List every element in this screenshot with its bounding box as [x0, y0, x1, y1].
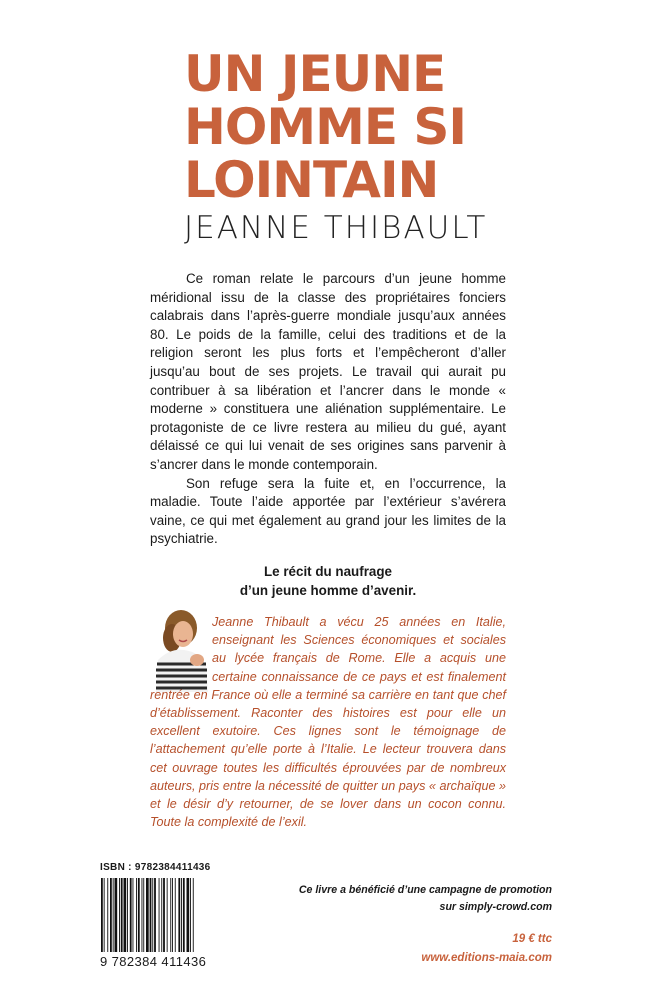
promotion-line-1: Ce livre a bénéficié d’une campagne de promotion [298, 884, 552, 896]
synopsis-paragraph-2: Son refuge sera la fuite et, en l’occurrence, la maladie. Toute l’aide apportée par l’extérieur s’avérera vaine, ce qui met également au grand jour les limites de la psychiatrie. [150, 475, 506, 547]
barcode-bar [115, 878, 118, 952]
barcode-bar [146, 878, 149, 952]
title-line-3: LOINTAIN [184, 151, 439, 209]
barcode-bar [143, 878, 144, 952]
barcode-bar [142, 878, 143, 952]
barcode-number: 9 782384 411436 [100, 954, 207, 969]
barcode-bar [133, 878, 134, 952]
barcode-bar [159, 878, 160, 952]
barcode-bar [161, 878, 162, 952]
synopsis-paragraph-1: Ce roman relate le parcours d’un jeune homme méridional issu de la classe des propriétaires fonciers calabrais dans l’après-guerre mondiale jusqu’aux années 80. Le poids de la famille, celui des traditions et de la religion seront les plus forts et l’empêcheront d’aller jusqu’au bout de ses projets. Le travail qui aurait pu contribuer à sa libération et l’ancrer dans le monde « moderne » constituera une aliénation supplémentaire. Le protagoniste de ce livre restera au milieu du gué, ayant délaissé ce qui lui venait de ses origines sans parvenir à s’ancrer dans le monde contemporain. [150, 271, 506, 472]
barcode-bar [101, 878, 103, 952]
barcode-bar [170, 878, 171, 952]
barcode [100, 878, 218, 952]
author-bio-text: Jeanne Thibault a vécu 25 années en Italie, enseignant les Sciences économiques et sociales au lycée français de Rome. Elle a acquis une certaine connaissance de ce pays et est finalement rentrée en France où elle a terminé sa carrière en tant que chef d’établissement. Raconter des histoires est pour elle un excellent exutoire. Ces lignes sont le témoignage de l’attachement qu’elle porte à l’Italie. Le lecteur trouvera dans cet ouvrage toutes les difficultés éprouvées par de nombreux auteurs, pris entre la nécessité de quitter un pays « archaïque » et le désir d’y retourner, de se lover dans un cocon connu. Toute la complexité de l’exil. [150, 615, 506, 830]
barcode-bar [136, 878, 137, 952]
barcode-bar [163, 878, 165, 952]
author-bio [150, 613, 506, 831]
title-line-1: UN JEUNE [184, 45, 446, 103]
barcode-bar [154, 878, 156, 952]
barcode-bar [172, 878, 173, 952]
tagline [150, 562, 506, 600]
price: 19 € ttc [512, 933, 552, 945]
barcode-bar [152, 878, 153, 952]
author-name: JEANNE THIBAULT [184, 210, 488, 246]
barcode-bar [124, 878, 127, 952]
promotion-line-2: sur simply-crowd.com [439, 901, 552, 913]
title-line-2: HOMME SI [184, 98, 467, 156]
barcode-bar [193, 878, 194, 952]
barcode-bar [127, 878, 128, 952]
promotion-note [299, 882, 552, 916]
synopsis [150, 270, 506, 549]
barcode-bar [175, 878, 176, 952]
tagline-line-1: Le récit du naufrage [264, 564, 392, 579]
barcode-bar [107, 878, 108, 952]
barcode-bar [121, 878, 123, 952]
barcode-bar [110, 878, 112, 952]
barcode-bar [138, 878, 140, 952]
barcode-bar [150, 878, 152, 952]
barcode-bar [187, 878, 190, 952]
isbn-label: ISBN : 9782384411436 [100, 862, 211, 873]
barcode-bar [113, 878, 114, 952]
publisher-website[interactable]: www.editions-maia.com [421, 952, 552, 964]
barcode-bar [104, 878, 105, 952]
barcode-bar [167, 878, 168, 952]
barcode-bar [181, 878, 182, 952]
tagline-line-2: d’un jeune homme d’avenir. [239, 583, 417, 598]
photo-spacer [150, 613, 212, 685]
barcode-bar [119, 878, 120, 952]
barcode-bar [190, 878, 191, 952]
barcode-bar [183, 878, 185, 952]
book-title [184, 45, 484, 209]
barcode-bar [130, 878, 132, 952]
barcode-bar [178, 878, 180, 952]
